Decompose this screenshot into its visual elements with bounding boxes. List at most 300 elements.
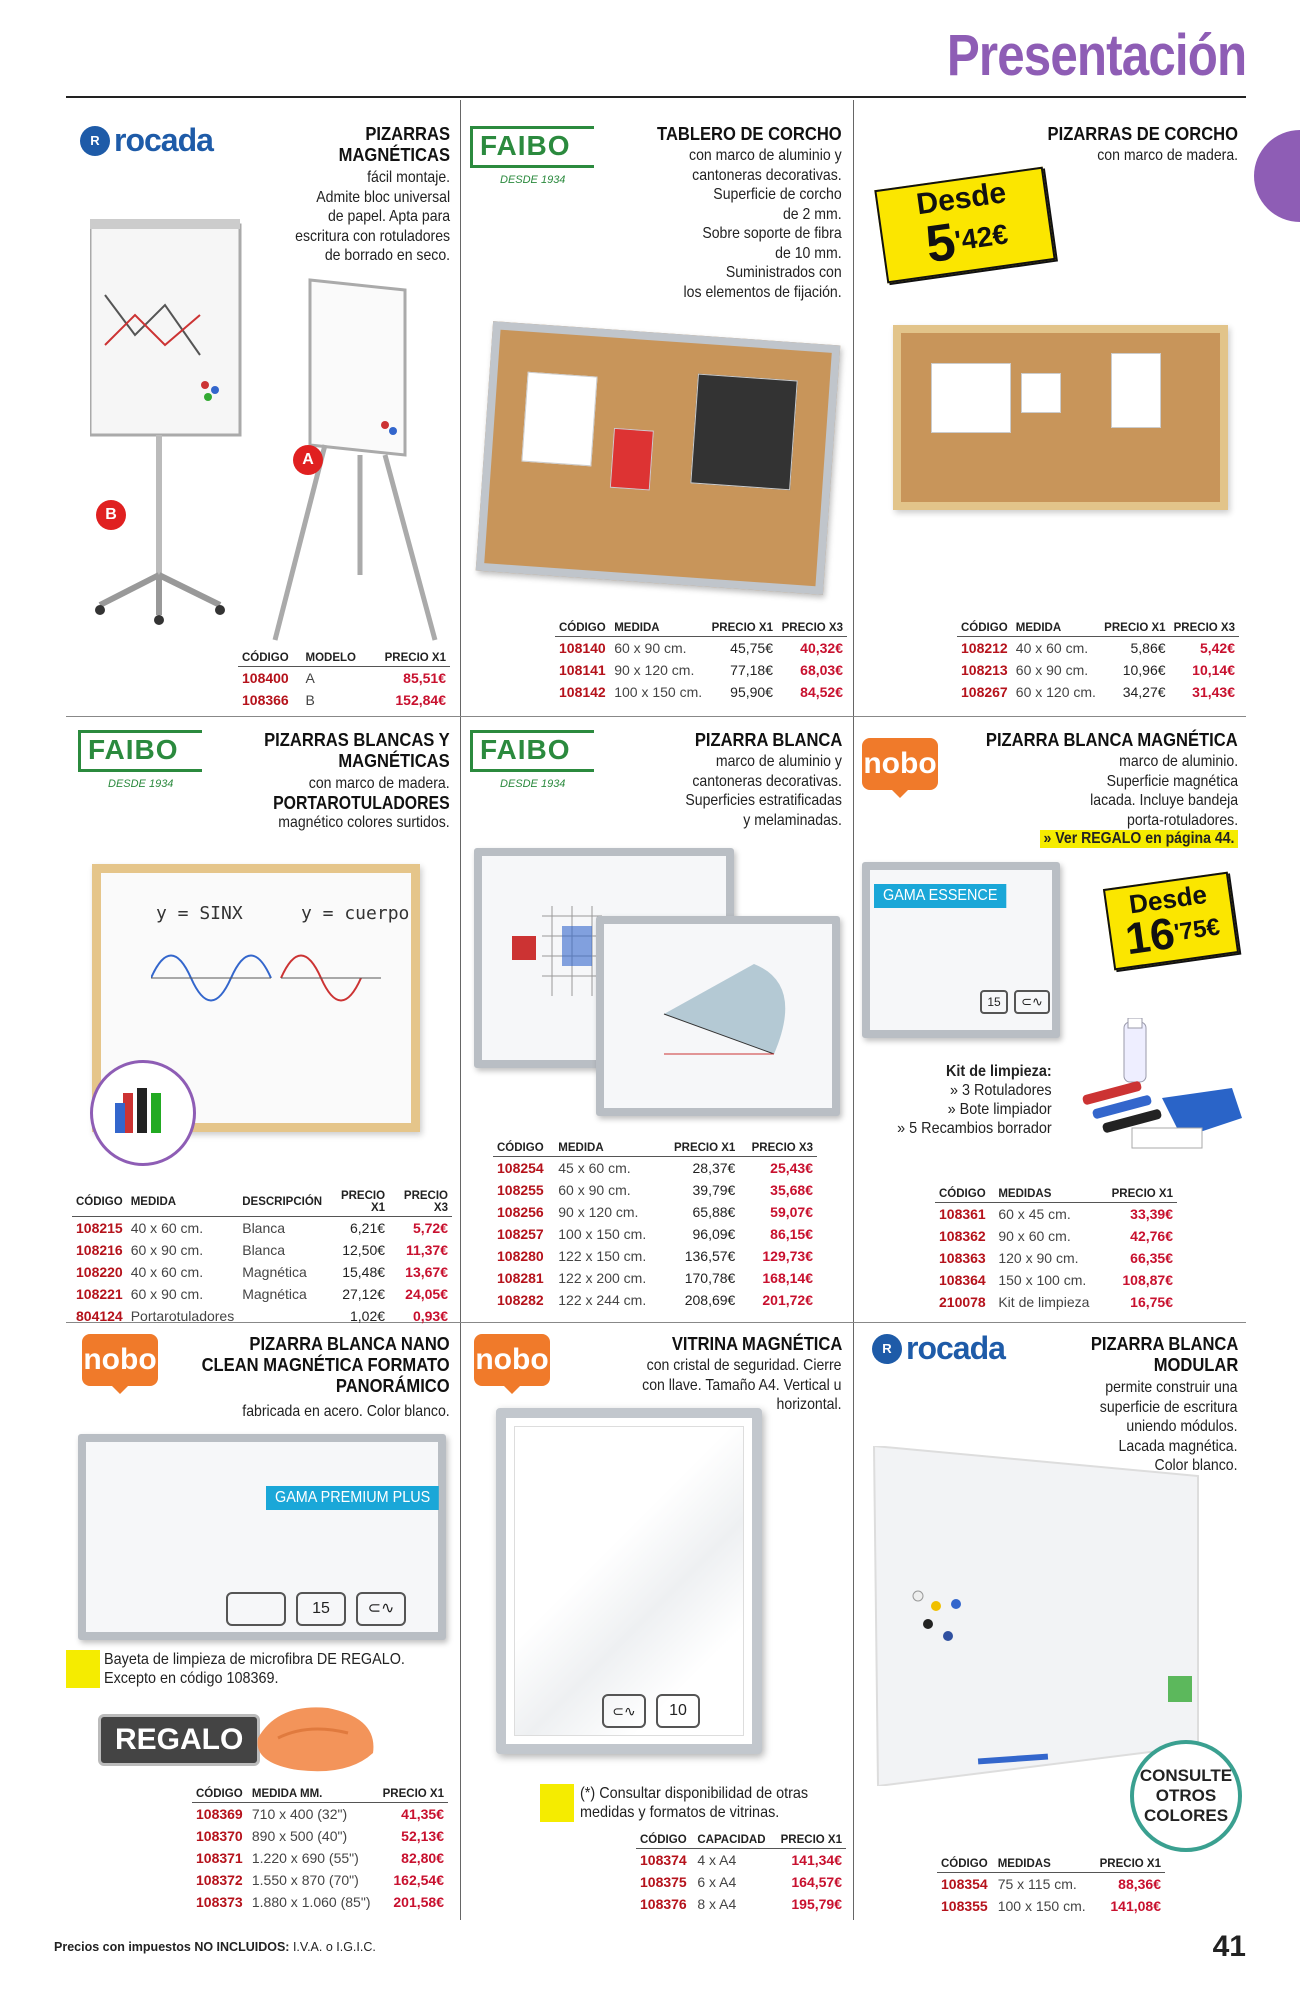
title-line: MAGNÉTICAS (338, 145, 450, 165)
highlight-marker (540, 1784, 574, 1822)
col-header: DESCRIPCIÓN (238, 1188, 326, 1217)
code-cell: 108267 (961, 684, 1008, 700)
desc-line: de borrado en seco. (324, 247, 450, 264)
table-row (935, 1203, 1177, 1226)
size-cell: Kit de limpieza (998, 1294, 1090, 1310)
footnote-rest: I.V.A. o I.G.I.C. (289, 1940, 376, 1954)
desc-line: escritura con rotuladores (295, 227, 450, 245)
price-x3-cell: 35,68€ (770, 1182, 813, 1198)
table-row (957, 681, 1239, 703)
table-row (555, 637, 847, 660)
desc-cell: Blanca (242, 1220, 286, 1236)
price-cell: 164,57€ (791, 1874, 842, 1890)
size-cell: 45 x 60 cm. (558, 1160, 631, 1176)
kit-item: » Bote limpiador (947, 1101, 1052, 1118)
price-cell: 82,80€ (401, 1850, 444, 1866)
code-cell: 108376 (640, 1896, 687, 1912)
product-description (1090, 752, 1238, 830)
marker-icon (226, 1592, 286, 1626)
price-x3-cell: 11,37€ (405, 1242, 448, 1258)
price-table (957, 620, 1239, 703)
marker-holder-inset (90, 1060, 196, 1166)
price-x3-cell: 68,03€ (800, 662, 843, 678)
code-cell: 108282 (497, 1292, 544, 1308)
size-cell: 40 x 60 cm. (1015, 640, 1089, 656)
desde-price (1117, 905, 1228, 963)
rocada-logo (872, 1330, 1005, 1367)
col-header: PRECIO X1 (773, 1832, 846, 1849)
table-row (72, 1217, 452, 1240)
price-table (935, 1186, 1177, 1313)
faibo-logo-text: FAIBO (88, 734, 179, 765)
size-cell: 60 x 120 cm. (1015, 684, 1096, 700)
table-row (935, 1247, 1177, 1269)
size-cell: 122 x 244 cm. (558, 1292, 647, 1308)
rocada-logo-text: rocada (114, 122, 213, 158)
price-x3-cell: 5,42€ (1199, 640, 1235, 656)
price-x3-cell: 5,72€ (412, 1220, 448, 1236)
col-header: PRECIO X1 (377, 1786, 448, 1803)
desde-int: 16 (1122, 908, 1178, 965)
highlight-marker (66, 1650, 100, 1688)
size-cell: 75 x 115 cm. (997, 1876, 1077, 1892)
table-row (937, 1873, 1165, 1896)
desc-line: marco de aluminio. (1119, 753, 1238, 770)
cork-board-image (476, 321, 841, 595)
size-cell: 60 x 90 cm. (1015, 662, 1089, 678)
faibo-since: DESDE 1934 (500, 174, 566, 186)
price-cell: 41,35€ (401, 1806, 444, 1822)
consulte-line: COLORES (1143, 1806, 1229, 1825)
row-divider (66, 716, 1246, 717)
price-x1-cell: 77,18€ (730, 662, 773, 678)
nobo-logo: nobo (474, 1334, 550, 1386)
code-cell: 108280 (497, 1248, 544, 1264)
price-table (72, 1188, 452, 1327)
faibo-since: DESDE 1934 (108, 778, 174, 790)
col-header: MEDIDAS (994, 1186, 1101, 1203)
table-row (555, 659, 847, 681)
price-x3-cell: 13,67€ (405, 1264, 448, 1280)
capacity-cell: 8 x A4 (697, 1896, 737, 1912)
desc-line: fácil montaje. (367, 169, 450, 186)
size-cell: 122 x 200 cm. (558, 1270, 647, 1286)
size-cell: 60 x 90 cm. (614, 640, 687, 656)
product-description (684, 146, 842, 302)
header-divider (66, 96, 1246, 98)
price-cell: 152,84€ (395, 692, 446, 708)
regalo-page-link[interactable]: » Ver REGALO en página 44. (1040, 830, 1238, 848)
col-header: PRECIO X1 (707, 620, 777, 637)
size-cell: 40 x 60 cm. (130, 1264, 204, 1280)
cork-board-wood-image (893, 325, 1228, 510)
table-row (72, 1261, 452, 1283)
col-header: MEDIDA (1012, 620, 1100, 637)
price-table (192, 1786, 448, 1913)
cleaning-kit-image (1072, 1018, 1246, 1158)
code-cell: 108369 (196, 1806, 243, 1822)
price-x3-cell: 201,72€ (762, 1292, 813, 1308)
size-cell: 100 x 150 cm. (558, 1226, 647, 1242)
consulte-colores-badge (1130, 1740, 1242, 1852)
table-row (935, 1225, 1177, 1247)
column-divider (460, 100, 461, 1920)
price-cell: 66,35€ (1130, 1250, 1173, 1266)
desc-line: Superficies estratificadas (685, 792, 842, 809)
code-cell: 108142 (559, 684, 606, 700)
desc-line: Color blanco. (1155, 1457, 1238, 1474)
faibo-logo (470, 126, 594, 196)
page-title: Presentación (946, 23, 1246, 88)
capacity-cell: 6 x A4 (697, 1874, 737, 1890)
desc-line: con marco de aluminio y (689, 147, 842, 164)
size-cell: 90 x 120 cm. (614, 662, 695, 678)
price-x1-cell: 136,57€ (684, 1248, 736, 1264)
price-x1-cell: 15,48€ (342, 1264, 386, 1280)
code-cell: 108363 (939, 1250, 986, 1266)
price-cell: 162,54€ (393, 1872, 444, 1888)
price-x1-cell: 208,69€ (684, 1292, 736, 1308)
code-cell: 108400 (242, 670, 289, 686)
price-table (555, 620, 847, 703)
price-x1-cell: 28,37€ (692, 1160, 736, 1176)
product-description (295, 168, 450, 266)
whiteboard-premium-image (78, 1434, 446, 1640)
size-cell: 40 x 60 cm. (130, 1220, 204, 1236)
col-header: CÓDIGO (555, 620, 610, 637)
desc-line: magnético colores surtidos. (278, 814, 450, 831)
desc-line: Lacada magnética. (1119, 1437, 1238, 1455)
size-cell: 890 x 500 (40") (251, 1828, 348, 1844)
price-x1-cell: 12,50€ (342, 1242, 386, 1258)
table-row (192, 1869, 448, 1891)
col-header: CÓDIGO (72, 1188, 127, 1217)
col-header: PRECIO X3 (739, 1140, 817, 1157)
price-x3-cell: 24,05€ (405, 1286, 448, 1302)
flipchart-b-image (90, 215, 250, 635)
size-cell: 60 x 90 cm. (558, 1182, 631, 1198)
consulte-text (1140, 1766, 1232, 1826)
price-x3-cell: 129,73€ (762, 1248, 813, 1264)
code-cell: 108281 (497, 1270, 544, 1286)
note-line: Excepto en código 108369. (104, 1670, 279, 1687)
gift-note (104, 1650, 405, 1688)
regalo-badge: REGALO (98, 1714, 260, 1766)
desc-line: horizontal. (777, 1396, 842, 1413)
price-cell: 108,87€ (1122, 1272, 1173, 1288)
size-cell: 122 x 150 cm. (558, 1248, 647, 1264)
desc-line: con llave. Tamaño A4. Vertical u (642, 1376, 842, 1394)
table-row (636, 1871, 846, 1893)
title-line: PIZARRA BLANCA (1090, 1334, 1238, 1354)
modular-whiteboard-image (868, 1446, 1224, 1786)
desc-line: Superficie de corcho (713, 186, 842, 203)
desc-line: con cristal de seguridad. Cierre (647, 1357, 842, 1374)
product-description (685, 752, 842, 830)
table-row (192, 1803, 448, 1826)
table-row (636, 1849, 846, 1872)
table-row (72, 1305, 452, 1327)
consulte-line: OTROS (1155, 1786, 1217, 1805)
desc-line: Admite bloc universal (316, 188, 450, 206)
section-tab (1254, 130, 1300, 222)
code-cell: 108373 (196, 1894, 243, 1910)
desde-int: 5 (922, 212, 960, 275)
note-line: Bayeta de limpieza de microfibra DE REGALO. (104, 1651, 405, 1668)
table-row (192, 1847, 448, 1869)
code-cell: 108257 (497, 1226, 544, 1242)
code-cell: 108216 (76, 1242, 123, 1258)
product-title: PIZARRAS DE CORCHO (1047, 124, 1238, 144)
kit-title: Kit de limpieza: (946, 1063, 1052, 1080)
table-row (555, 681, 847, 703)
vitrina-image (496, 1408, 762, 1754)
price-cell: 16,75€ (1130, 1294, 1173, 1310)
price-cell: 141,34€ (791, 1852, 842, 1868)
table-row (493, 1201, 817, 1223)
tax-footnote (54, 1940, 376, 1954)
size-cell: 90 x 120 cm. (558, 1204, 639, 1220)
size-cell: 100 x 150 cm. (997, 1898, 1086, 1914)
rocada-logo-mark: R (80, 126, 110, 156)
size-cell: Portarotuladores (130, 1308, 235, 1324)
code-cell: 108256 (497, 1204, 544, 1220)
code-cell: 108372 (196, 1872, 243, 1888)
product-title: VITRINA MAGNÉTICA (671, 1334, 842, 1354)
price-cell: 85,51€ (403, 670, 446, 686)
product-title (264, 730, 450, 772)
code-cell: 108221 (76, 1286, 123, 1302)
model-b-badge: B (96, 500, 126, 530)
price-x1-cell: 5,86€ (1130, 640, 1166, 656)
desc-line: cantoneras decorativas. (692, 166, 842, 184)
product-title: TABLERO DE CORCHO (657, 124, 842, 144)
desc-cell: Magnética (242, 1264, 307, 1280)
price-x1-cell: 27,12€ (342, 1286, 386, 1302)
col-header: PRECIO X1 (326, 1188, 389, 1217)
table-row (192, 1891, 448, 1913)
col-header: PRECIO X1 (1093, 1856, 1165, 1873)
price-x1-cell: 65,88€ (692, 1204, 736, 1220)
board-writing: y = SINX (156, 903, 243, 924)
price-x1-cell: 39,79€ (692, 1182, 736, 1198)
faibo-logo-text: FAIBO (480, 130, 571, 161)
footnote-bold: Precios con impuestos NO INCLUIDOS: (54, 1940, 290, 1954)
price-x1-cell: 45,75€ (730, 640, 773, 656)
price-x1-cell: 10,96€ (1122, 662, 1166, 678)
table-row (72, 1283, 452, 1305)
price-table (636, 1832, 846, 1915)
desde-label: Desde (914, 176, 1009, 222)
code-cell: 108355 (941, 1898, 988, 1914)
code-cell: 108141 (559, 662, 606, 678)
col-header: MEDIDA (554, 1140, 661, 1157)
size-cell: 60 x 90 cm. (130, 1242, 204, 1258)
desde-label: Desde (1127, 878, 1209, 920)
desde-dec: '75€ (1172, 913, 1222, 947)
desc-cell (238, 1305, 326, 1327)
product-description: fabricada en acero. Color blanco. (242, 1403, 450, 1420)
price-cell: 141,08€ (1110, 1898, 1161, 1914)
desc-line: Suministrados con (726, 264, 842, 281)
faibo-logo-text: FAIBO (480, 734, 571, 765)
table-row (192, 1825, 448, 1847)
rocada-logo-mark: R (872, 1334, 902, 1364)
title-line: PIZARRAS BLANCAS Y (264, 730, 450, 750)
faibo-logo (470, 730, 594, 800)
price-table (937, 1856, 1165, 1917)
magnet-icon: ⊂∿ (602, 1694, 646, 1728)
desc-line: Sobre soporte de fibra (702, 225, 842, 242)
code-cell: 108370 (196, 1828, 243, 1844)
warranty-years: 15 (980, 990, 1008, 1014)
title-line: PIZARRAS (365, 124, 450, 144)
product-description (273, 774, 450, 833)
table-row (493, 1289, 817, 1311)
col-header: PRECIO X3 (777, 620, 847, 637)
desde-price-badge (874, 167, 1055, 284)
size-cell: 1.550 x 870 (70") (251, 1872, 359, 1888)
title-line: PIZARRA BLANCA NANO (249, 1334, 450, 1354)
nobo-logo: nobo (862, 738, 938, 790)
col-header: MODELO (302, 650, 370, 667)
col-header: CÓDIGO (636, 1832, 693, 1849)
price-x1-cell: 95,90€ (730, 684, 773, 700)
whiteboard-front-image (596, 916, 840, 1116)
product-title: PIZARRA BLANCA MAGNÉTICA (986, 730, 1238, 750)
code-cell: 108354 (941, 1876, 988, 1892)
desc-cell: Magnética (242, 1286, 307, 1302)
col-header: PRECIO X3 (389, 1188, 452, 1217)
col-header: MEDIDA MM. (248, 1786, 377, 1803)
desc-line: con marco de madera. (309, 775, 450, 792)
price-x3-cell: 86,15€ (770, 1226, 813, 1242)
title-line: PORTAROTULADORES (273, 792, 450, 813)
price-cell: 52,13€ (401, 1828, 444, 1844)
model-cell: A (305, 670, 315, 686)
code-cell: 804124 (76, 1308, 123, 1324)
table-row (493, 1157, 817, 1180)
size-cell: 1.880 x 1.060 (85") (251, 1894, 371, 1910)
price-x3-cell: 25,43€ (770, 1160, 813, 1176)
price-x3-cell: 10,14€ (1192, 662, 1235, 678)
price-x1-cell: 34,27€ (1122, 684, 1166, 700)
table-row (493, 1223, 817, 1245)
note-line: medidas y formatos de vitrinas. (580, 1804, 780, 1821)
code-cell: 108362 (939, 1228, 986, 1244)
table-row (238, 689, 450, 711)
title-line: PANORÁMICO (336, 1376, 450, 1396)
note-line: (*) Consultar disponibilidad de otras (580, 1785, 809, 1802)
price-cell: 42,76€ (1130, 1228, 1173, 1244)
col-header: PRECIO X1 (1102, 1186, 1177, 1203)
consulte-line: CONSULTE (1139, 1766, 1233, 1785)
title-line: MODULAR (1153, 1355, 1238, 1375)
product-title: PIZARRA BLANCA (694, 730, 842, 750)
size-cell: 150 x 100 cm. (998, 1272, 1087, 1288)
table-row (238, 667, 450, 690)
price-x1-cell: 6,21€ (350, 1220, 386, 1236)
code-cell: 108140 (559, 640, 606, 656)
rocada-logo-text: rocada (906, 1330, 1005, 1366)
cleaning-kit-info (898, 1062, 1052, 1138)
product-title (202, 1334, 450, 1397)
desc-line: Superficie magnética (1106, 772, 1238, 790)
col-header: CÓDIGO (493, 1140, 554, 1157)
col-header: CAPACIDAD (693, 1832, 773, 1849)
code-cell: 108361 (939, 1206, 986, 1222)
model-cell: B (305, 692, 315, 708)
desc-line: y melaminadas. (743, 811, 842, 829)
price-cell: 88,36€ (1118, 1876, 1161, 1892)
desc-cell: Blanca (242, 1242, 286, 1258)
code-cell: 108375 (640, 1874, 687, 1890)
title-line: CLEAN MAGNÉTICA FORMATO (201, 1355, 450, 1375)
code-cell: 108255 (497, 1182, 544, 1198)
desc-line: permite construir una (1105, 1379, 1238, 1396)
desc-line: con marco de madera. (1097, 147, 1238, 164)
code-cell: 108366 (242, 692, 289, 708)
price-x1-cell: 1,02€ (350, 1308, 386, 1324)
table-row (72, 1239, 452, 1261)
price-x3-cell: 84,52€ (800, 684, 843, 700)
code-cell: 108364 (939, 1272, 986, 1288)
price-x3-cell: 40,32€ (800, 640, 843, 656)
price-x3-cell: 59,07€ (770, 1204, 813, 1220)
warranty-years: 10 (656, 1694, 700, 1728)
size-cell: 90 x 60 cm. (998, 1228, 1071, 1244)
page-number: 41 (1212, 1930, 1246, 1963)
title-line: MAGNÉTICAS (338, 751, 450, 771)
table-row (957, 659, 1239, 681)
col-header: PRECIO X1 (369, 650, 450, 667)
size-cell: 60 x 45 cm. (998, 1206, 1071, 1222)
desc-line: de papel. Apta para (327, 208, 450, 225)
code-cell: 108220 (76, 1264, 123, 1280)
table-row (957, 637, 1239, 660)
code-cell: 108213 (961, 662, 1008, 678)
product-description (1097, 146, 1238, 166)
desc-line: lacada. Incluye bandeja (1090, 792, 1238, 809)
desc-line: los elementos de fijación. (683, 283, 842, 301)
col-header: MEDIDA (610, 620, 707, 637)
gama-premium-label: GAMA PREMIUM PLUS (266, 1486, 439, 1510)
price-cell: 195,79€ (791, 1896, 842, 1912)
faibo-logo (78, 730, 202, 800)
product-title (1090, 1334, 1238, 1376)
price-x1-cell: 170,78€ (684, 1270, 736, 1286)
warranty-years: 15 (296, 1592, 346, 1626)
product-title (339, 124, 450, 166)
board-writing: y = cuerpo (301, 903, 410, 924)
desc-line: marco de aluminio y (716, 753, 842, 770)
table-row (493, 1179, 817, 1201)
col-header: CÓDIGO (937, 1856, 994, 1873)
desc-line: porta-rotuladores. (1126, 811, 1238, 829)
price-cell: 33,39€ (1130, 1206, 1173, 1222)
table-row (937, 1895, 1165, 1917)
faibo-since: DESDE 1934 (500, 778, 566, 790)
desc-line: superficie de escritura (1100, 1398, 1238, 1416)
code-cell: 108371 (196, 1850, 243, 1866)
price-table (493, 1140, 817, 1311)
magnet-icon: ⊂∿ (356, 1592, 406, 1626)
size-cell: 710 x 400 (32") (251, 1806, 348, 1822)
table-row (493, 1267, 817, 1289)
table-row (493, 1245, 817, 1267)
size-cell: 120 x 90 cm. (998, 1250, 1079, 1266)
col-header: PRECIO X1 (1100, 620, 1169, 637)
